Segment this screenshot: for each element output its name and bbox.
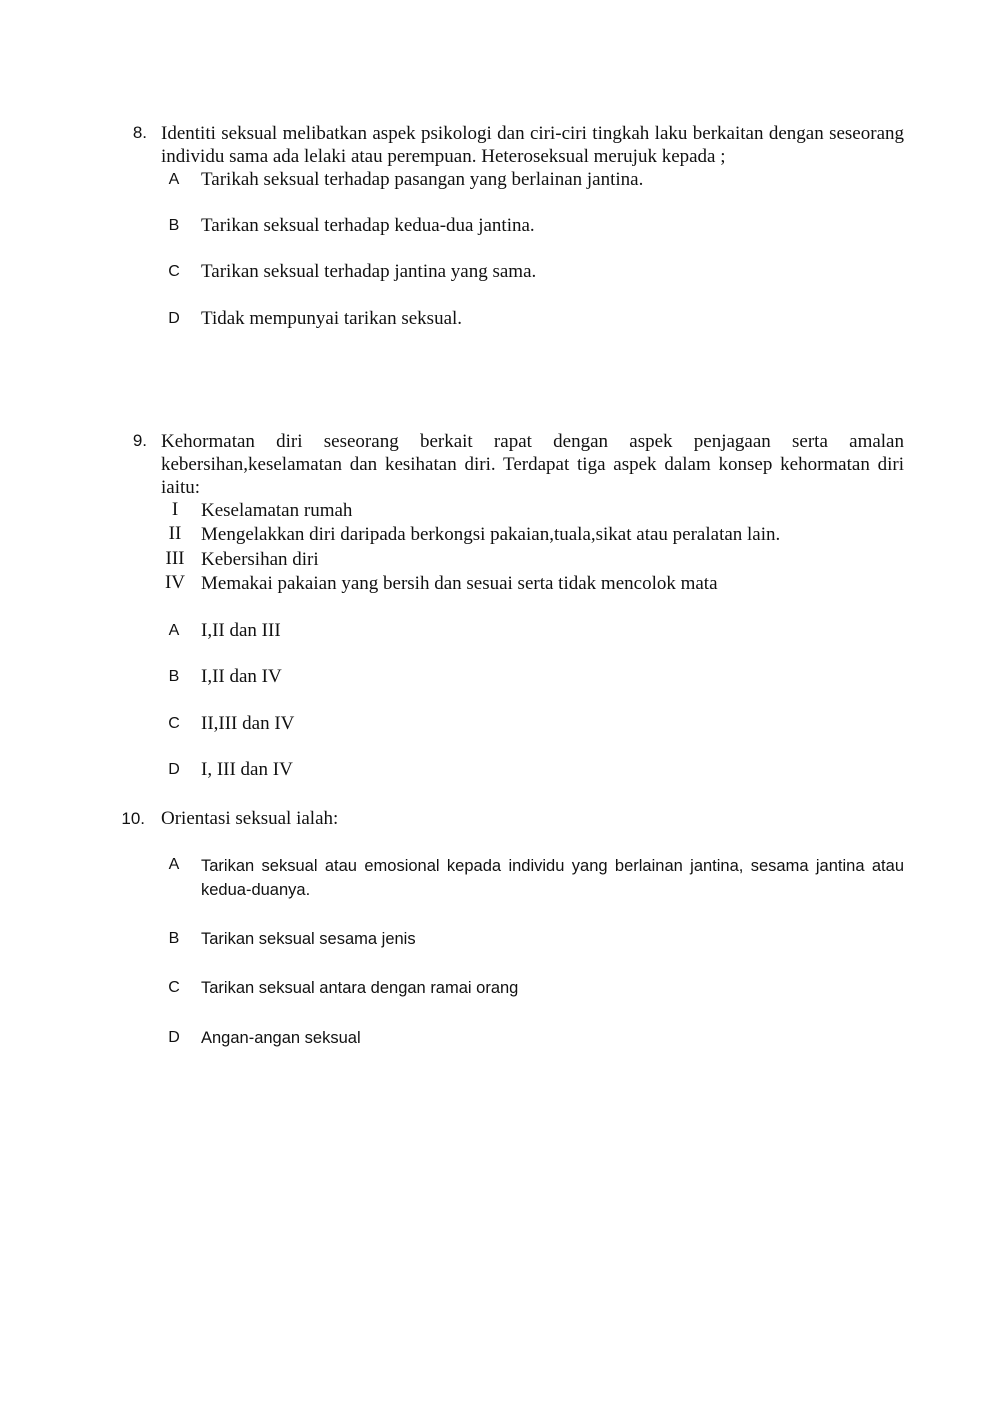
statement-text: Memakai pakaian yang bersih dan sesuai serta tidak mencolok mata: [201, 573, 718, 594]
option-letter[interactable]: D: [168, 761, 180, 778]
option-letter[interactable]: A: [168, 171, 180, 188]
option-letter[interactable]: D: [168, 1029, 180, 1046]
question-stem: Orientasi seksual ialah:: [161, 808, 339, 829]
question-stem: Identiti seksual melibatkan aspek psikologi dan ciri-ciri tingkah laku berkaitan dengan seseorang individu sama ada lelaki atau perempuan. Heteroseksual merujuk kepada ;: [161, 123, 904, 167]
statement-text: Kebersihan diri: [201, 549, 319, 570]
option-text[interactable]: Tarikan seksual atau emosional kepada individu yang berlainan jantina, sesama jantina atau kedua-duanya.: [201, 857, 904, 899]
option-letter[interactable]: B: [168, 930, 180, 947]
option-text[interactable]: Tarikan seksual antara dengan ramai orang: [201, 979, 519, 997]
option-text[interactable]: I, III dan IV: [201, 759, 293, 780]
option-text[interactable]: Tarikan seksual sesama jenis: [201, 930, 416, 948]
option-text[interactable]: Tarikah seksual terhadap pasangan yang berlainan jantina.: [201, 169, 644, 190]
option-text[interactable]: Angan-angan seksual: [201, 1029, 361, 1047]
option-letter[interactable]: D: [168, 310, 180, 327]
option-letter[interactable]: B: [168, 668, 180, 685]
statement-text: Mengelakkan diri daripada berkongsi pakaian,tuala,sikat atau peralatan lain.: [201, 524, 781, 545]
statement-text: Keselamatan rumah: [201, 500, 353, 521]
option-text[interactable]: Tidak mempunyai tarikan seksual.: [201, 308, 463, 329]
statement-numeral: I: [171, 499, 179, 520]
question-number: 9.: [132, 431, 147, 450]
question-number: 10.: [121, 809, 145, 828]
option-letter[interactable]: A: [168, 622, 180, 639]
option-letter[interactable]: C: [168, 263, 180, 280]
statement-numeral: III: [165, 548, 185, 569]
option-text[interactable]: II,III dan IV: [201, 713, 295, 734]
option-text[interactable]: I,II dan IV: [201, 666, 282, 687]
statement-numeral: IV: [164, 572, 186, 593]
option-letter[interactable]: C: [168, 979, 180, 996]
question-stem: Kehormatan diri seseorang berkait rapat dengan aspek penjagaan serta amalan kebersihan,keselamatan dan kesihatan diri. Terdapat tiga aspek dalam konsep kehormatan diri iaitu:: [161, 431, 904, 498]
option-letter[interactable]: B: [168, 217, 180, 234]
option-letter[interactable]: C: [168, 715, 180, 732]
option-text[interactable]: I,II dan III: [201, 620, 281, 641]
question-number: 8.: [132, 123, 147, 142]
statement-numeral: II: [168, 523, 182, 544]
option-text[interactable]: Tarikan seksual terhadap jantina yang sama.: [201, 261, 537, 282]
option-text[interactable]: Tarikan seksual terhadap kedua-dua jantina.: [201, 215, 535, 236]
option-letter[interactable]: A: [168, 856, 180, 873]
